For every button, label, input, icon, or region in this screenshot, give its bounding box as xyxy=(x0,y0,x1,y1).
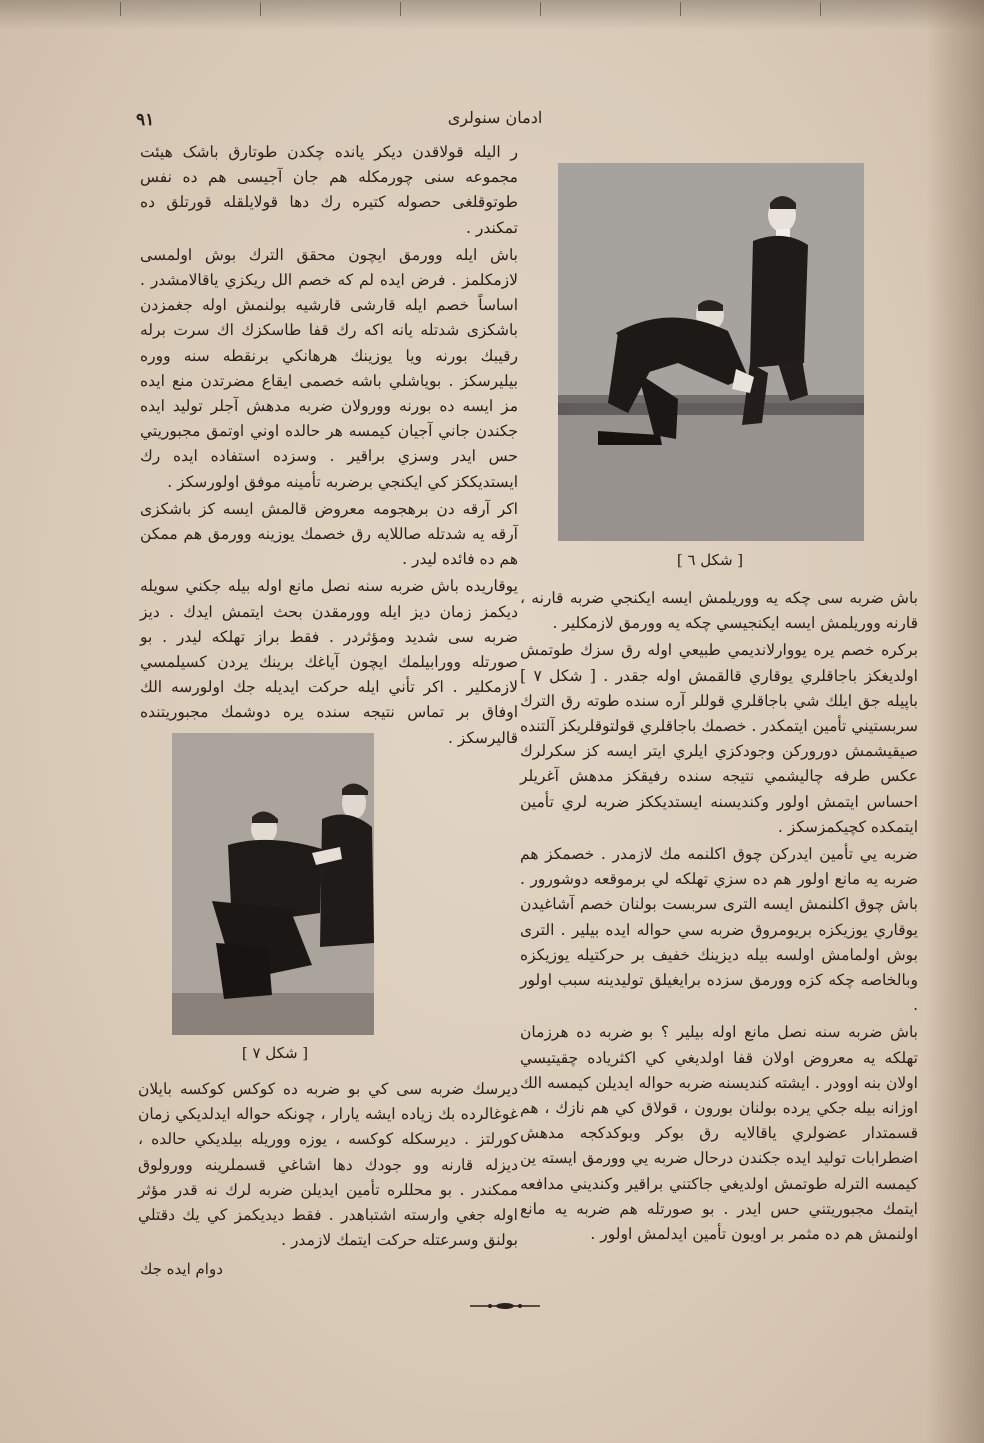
paragraph: یوقاریده باش ضربه سنه نصل مانع اوله بيله جكني سويله ديكمز زمان دیز ایله وورمقدن بحث ایتمش ایدك . دیز ضربه سی شدید ومؤثردر . فقط براز تهلكه ليدر . بو صورتله وورابيلمك ايچون آياغك برينك يردن كسيلمسي لازمكلير . اكر تأني ايله حركت ايديله جك اولورسه الك اوفاق بر تماس نتيجه سنده يره دوشمك مجبوريتنده قاليرسكز . xyxy=(140,577,518,747)
paragraph: بركره خصم يره يووارلانديمي طبيعي اوله رق سزك طوتمش اولديغكز باجاقلري يوقاري قالقمش اوله جقدر . [ شكل ٧ ] باپيله جق ايلك شي باجاقلري قوللر آره سنده طوته رق الترك سربستيني تأمين ايتمكدر . خصمك باجاقلري قولتوقلريكز آلتنده صيقيشمش دوروركن وجودكزي ايلري ايتر ايسه كز سكرلرك عكس طرفه چاليشمي نتيجه سنده رفيقكز مدهش آغريلر احساس ايتمش اولور وكنديسنه ايستديككز ضربه لري تأمين ايتمكده كچيكمزسكز . xyxy=(520,641,918,836)
to-be-continued-note: دوام ايده جك xyxy=(140,1260,223,1278)
wrestlers-photo-illustration xyxy=(172,733,374,1035)
left-column-top-text xyxy=(140,140,518,751)
paragraph: اکر آرقه دن برهجومه معروض قالمش ایسه کز باشکزی آرقه یه شدتله صاللایه رق خصمك یوزینه وورمق هم ممكن هم ده فائده لیدر . xyxy=(140,499,518,569)
running-header-title: ادمان سنولری xyxy=(447,108,543,127)
edge-tick xyxy=(540,2,541,16)
paragraph: ضربه يي تأمين ايدركن چوق اكلنمه مك لازمدر . خصمكز هم ضربه يه مانع اولور هم ده سزي تهلكه لي برموقعه دوشورور . باش چوق اكلنمش ايسه الترى سربست بولنان خصم آشاغيدن يوقاري يوزيكزه بريومروق ضربه سي حواله ايده بيلير . الترى بوش اولمامش اولسه بيله ديزينك خفيف بر حركتيله يوزيكزه وبالخاصه چكه كزه وورمق سزده برايغيلق توليدينه سبب اولور . xyxy=(520,845,918,1015)
figure-2-caption: [ شكل ٧ ] xyxy=(241,1044,309,1062)
figure-1-caption: [ شكل ٦ ] xyxy=(676,551,744,569)
edge-tick xyxy=(400,2,401,16)
figure-1-photo xyxy=(558,163,864,541)
edge-tick xyxy=(680,2,681,16)
paragraph: باش ضربه سنه نصل مانع اوله بيلير ؟ بو ضربه ده هرزمان تهلكه يه معروض اولان قفا اولديغي كي اكثرياده چقيتيسي اولان بنه اوودر . ايشته كنديسنه ضربه حواله ايديلن كيمسه الك اوزانه بيله جكي يرده بولنان بورون ، قولاق كي هم نازك ، هم قسمتدار عضولري ياقالايه رق بوكر وبوكدكجه مدهش اضطرابات توليد ايده جكندن درحال ضربه يي وورمق ايسته ين كيمسه الترله طوتمش اولديغي جاكتني براقير وكنديني مدافعه ايتمك مجبوريتني حس ايدر . بو صورتله هم ضربه يه مانع اولنمش هم ده مثمر بر اويون تأمين ايدلمش اولور . xyxy=(520,1023,918,1244)
top-page-edge xyxy=(0,0,984,30)
paragraph: باش ضربه سی چکه يه ووريلمش ايسه ايكنجي ضربه قارنه ، قارنه ووريلمش ايسه ايكنجيسي چكه يه وورمق لازمكلير . xyxy=(520,589,918,633)
ornament-divider-icon xyxy=(470,1302,540,1310)
page-spine-shadow xyxy=(926,0,984,1443)
figure-2-photo xyxy=(172,733,374,1035)
edge-tick xyxy=(820,2,821,16)
edge-tick xyxy=(120,2,121,16)
page-number: ٩١ xyxy=(136,110,155,130)
paragraph: ر الیله قولاقدن دیکر یانده چکدن طوتارق باشک هیئت مجموعه سنی چورمکله هم جان آجیسی هم ده نفس طوتوقلغی حصوله کتیره رك دها قولایلقله قورتلق ده تمکندر . xyxy=(140,143,518,237)
edge-tick xyxy=(260,2,261,16)
right-column-text xyxy=(520,586,918,1247)
end-ornament xyxy=(470,1302,540,1310)
paragraph: باش ایله وورمق ایچون محقق الترك بوش اولمسی لازمکلمز . فرض ایده لم که خصم الل ريكزي ياقالامشدر . اساساً خصم ایله قارشی قارشیه بولنمش اوله جغمزدن باشکزی شدتله یانه اکه رك قفا طاسکزك اك سرت برله رقيبك بورنه ويا يوزينك هرهانكي برنقطه سنه ووره بيليرسكز . بوياشلي باشه خصمی ايقاع مضرتدن منع ايده مز ايسه ده بورنه وورولان ضربه مدهش آجلر توليد ايده جكندن جاني آجيان كيمسه هر حالده اوني اوتمق مجبوريتي حس ايدر وسزي براقير . وسزده استفاده ايده رك ايستديككز كي ايكنجي برضربه تأمينه موفق اولورسكز . xyxy=(140,245,518,491)
left-column-bottom-text xyxy=(138,1077,518,1253)
paragraph: دیرسك ضربه سی كي بو ضربه ده كوكس كوكسه بايلان غوغالرده بك زياده ايشه يارار ، چونكه حواله ايدلديكي زمان كورلتز . ديرسكله كوكسه ، يوزه ووريله بيلديكي حالده ، ديزله قارنه وو جودك دها اشاغي قسملرينه وورولوق ممكندر . بو محللره تأمين ايديلن ضربه لرك نه قدر مؤثر اوله جغي وارسته اشتباهدر . فقط ديديكمز كي يك دقتلي بولنق وسرعتله حركت ايتمك لازمدر . xyxy=(138,1080,518,1250)
wrestlers-photo-illustration xyxy=(558,163,864,541)
